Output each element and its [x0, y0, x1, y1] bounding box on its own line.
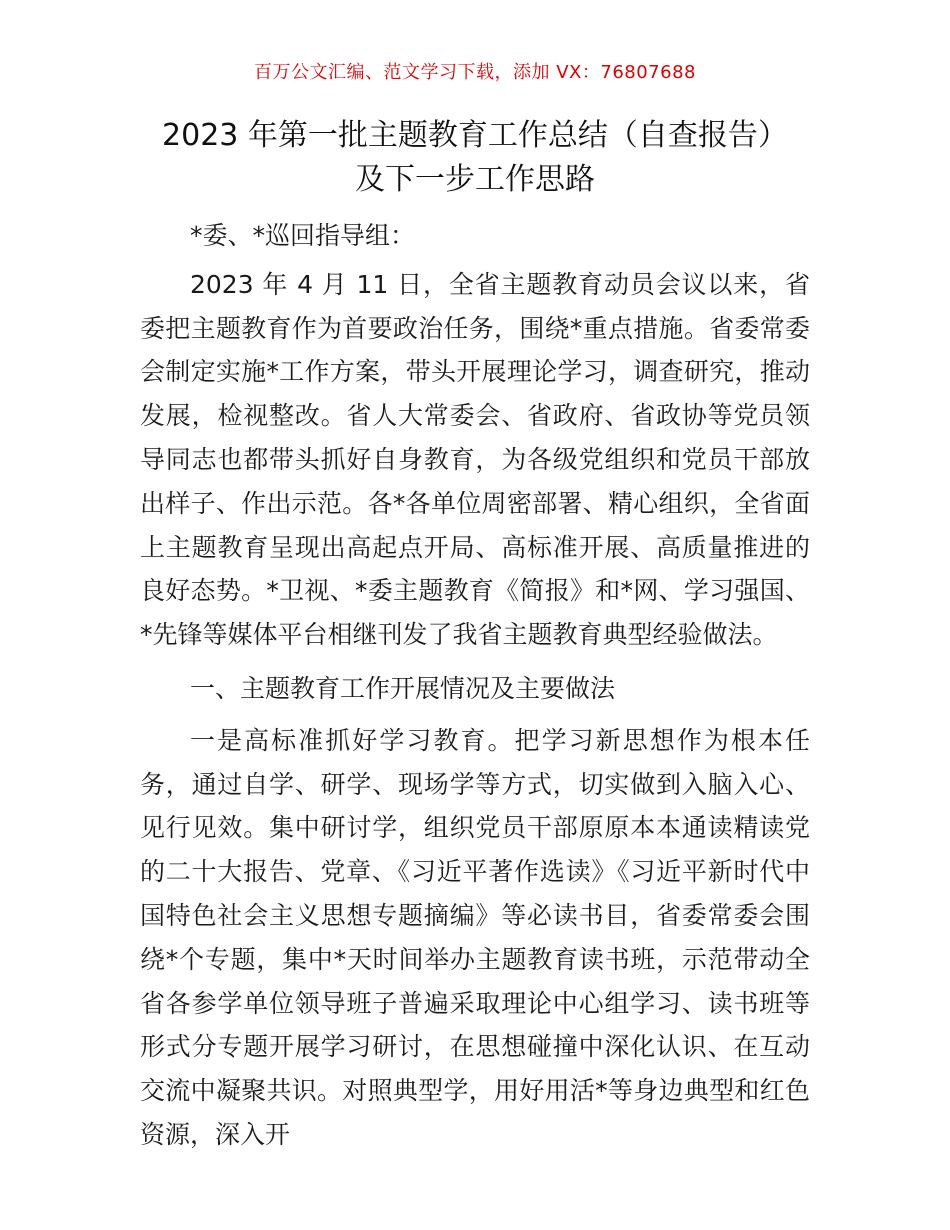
title-line-1: 2023 年第一批主题教育工作总结（自查报告）	[162, 118, 788, 153]
paragraph-intro: 2023 年 4 月 11 日，全省主题教育动员会议以来，省委把主题教育作为首要政治任务，围绕*重点措施。省委常委会制定实施*工作方案，带头开展理论学习，调查研究，推动发展，检视整改。省人大常委会、省政府、省政协等党员领导同志也都带头抓好自身教育，为各级党组织和党员干部放出样子、作出示范。各*各单位周密部署、精心组织，全省面上主题教育呈现出高起点开局、高标准开展、高质量推进的良好态势。*卫视、*委主题教育《简报》和*网、学习强国、*先锋等媒体平台相继刊发了我省主题教育典型经验做法。	[140, 269, 810, 650]
header-notice: 百万公文汇编、范文学习下载，添加 VX：76807688	[254, 62, 696, 83]
section-heading: 一、主题教育工作开展情况及主要做法	[190, 673, 616, 703]
paragraph-study: 一是高标准抓好学习教育。把学习新思想作为根本任务，通过自学、研学、现场学等方式，切实做到入脑入心、见行见效。集中研讨学，组织党员干部原原本本通读精读党的二十大报告、党章、《习近平著作选读》《习近平新时代中国特色社会主义思想专题摘编》等必读书目，省委常委会围绕*个专题，集中*天时间举办主题教育读书班，示范带动全省各参学单位领导班子普遍采取理论中心组学习、读书班等形式分专题开展学习研讨，在思想碰撞中深化认识、在互动交流中凝聚共识。对照典型学，用好用活*等身边典型和红色资源，深入开	[140, 725, 810, 1149]
salutation: *委、*巡回指导组：	[190, 221, 416, 250]
document-body	[140, 214, 810, 1157]
document-title	[120, 114, 830, 202]
title-line-2: 及下一步工作思路	[355, 162, 595, 197]
